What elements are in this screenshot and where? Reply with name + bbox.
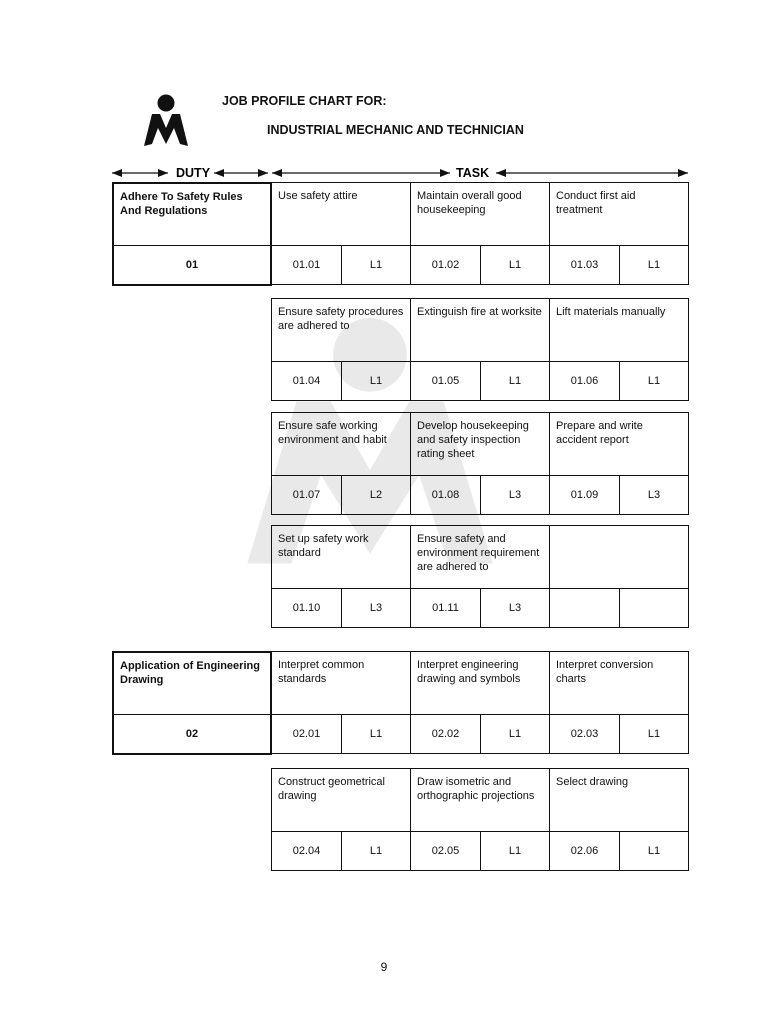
task-description: Set up safety work standard	[272, 526, 411, 589]
task-description: Interpret conversion charts	[550, 652, 688, 715]
task-row	[271, 525, 689, 628]
task-code: 02.04	[272, 832, 342, 870]
task-code: 01.08	[411, 476, 481, 514]
task-code: 01.03	[550, 246, 620, 284]
task-description: Interpret common standards	[272, 652, 411, 715]
figure-logo-icon	[142, 94, 190, 150]
task-code: 02.05	[411, 832, 481, 870]
task-code: 02.01	[272, 715, 342, 753]
task-level: L1	[481, 362, 550, 400]
task-row	[271, 768, 689, 871]
duty-box-02	[112, 651, 272, 755]
task-row	[271, 182, 689, 285]
task-description: Maintain overall good housekeeping	[411, 183, 550, 246]
task-row	[271, 412, 689, 515]
task-description: Ensure safety and environment requirement are adhered to	[411, 526, 550, 589]
page-number: 9	[380, 960, 388, 974]
task-code: 01.06	[550, 362, 620, 400]
task-level: L1	[342, 362, 411, 400]
task-description: Interpret engineering drawing and symbols	[411, 652, 550, 715]
task-code: 01.04	[272, 362, 342, 400]
task-level	[620, 589, 688, 627]
task-description: Construct geometrical drawing	[272, 769, 411, 832]
task-code: 01.05	[411, 362, 481, 400]
task-level: L1	[481, 832, 550, 870]
task-code: 01.09	[550, 476, 620, 514]
task-description: Develop housekeeping and safety inspection rating sheet	[411, 413, 550, 476]
task-level: L1	[481, 715, 550, 753]
chart-title-line1: JOB PROFILE CHART FOR:	[222, 94, 387, 108]
task-level: L1	[647, 375, 661, 387]
duty-header-label: DUTY	[176, 166, 211, 180]
task-row	[271, 298, 689, 401]
task-description	[550, 526, 688, 589]
task-header-label: TASK	[456, 166, 490, 180]
task-description: Select drawing	[550, 769, 688, 832]
duty-title: Adhere To Safety Rules And Regulations	[114, 184, 270, 246]
column-header-arrows	[110, 164, 692, 184]
duty-code: 02	[185, 728, 199, 740]
task-level: L2	[342, 476, 411, 514]
task-level: L1	[342, 832, 411, 870]
task-description: Extinguish fire at worksite	[411, 299, 550, 362]
task-description: Lift materials manually	[550, 299, 688, 362]
duty-box-01	[112, 182, 272, 286]
task-level: L1	[342, 715, 411, 753]
task-code: 01.11	[411, 589, 481, 627]
task-row	[271, 651, 689, 754]
task-description: Prepare and write accident report	[550, 413, 688, 476]
task-level: L3	[342, 589, 411, 627]
task-code	[550, 589, 620, 627]
task-description: Ensure safety procedures are adhered to	[272, 299, 411, 362]
task-code: 01.02	[411, 246, 481, 284]
task-code: 01.01	[272, 246, 342, 284]
task-level: L1	[647, 259, 661, 271]
duty-code: 01	[185, 259, 199, 271]
task-level: L3	[647, 489, 661, 501]
task-level: L3	[481, 476, 550, 514]
task-code: 02.06	[550, 832, 620, 870]
task-code: 01.10	[272, 589, 342, 627]
task-code: 02.03	[550, 715, 620, 753]
task-description: Use safety attire	[272, 183, 411, 246]
chart-title-line2: INDUSTRIAL MECHANIC AND TECHNICIAN	[267, 123, 524, 137]
task-level: L1	[647, 845, 661, 857]
task-level: L1	[481, 246, 550, 284]
task-description: Conduct first aid treatment	[550, 183, 688, 246]
task-code: 01.07	[272, 476, 342, 514]
task-level: L3	[481, 589, 550, 627]
task-level: L1	[647, 728, 661, 740]
task-code: 02.02	[411, 715, 481, 753]
duty-title: Application of Engineering Drawing	[114, 653, 270, 715]
task-level: L1	[342, 246, 411, 284]
task-description: Draw isometric and orthographic projections	[411, 769, 550, 832]
task-description: Ensure safe working environment and habit	[272, 413, 411, 476]
